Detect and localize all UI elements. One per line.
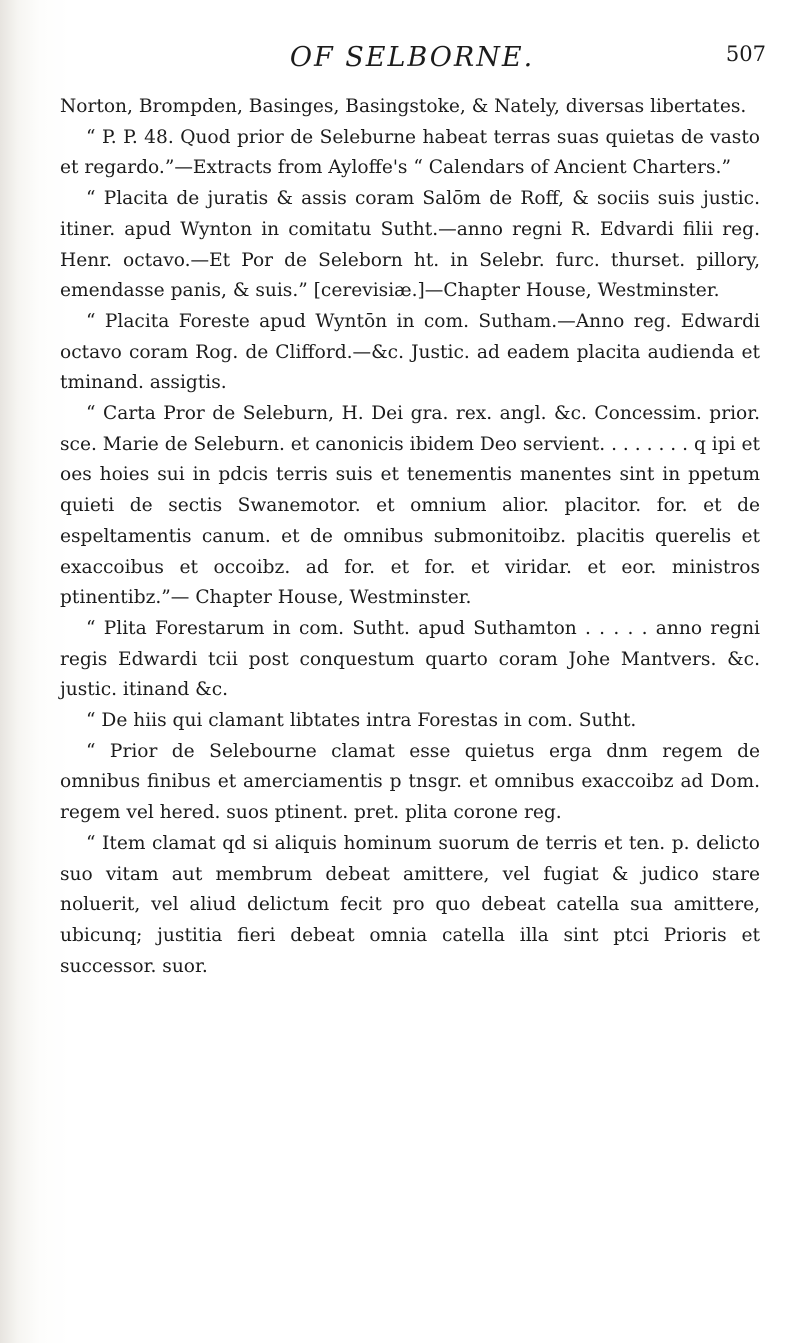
paragraph-6: “ Plita Forestarum in com. Sutht. apud Suthamton . . . . . anno regni regis Edwardi tcii post conquestum quarto coram Johe Mantvers. &c. justic. itinand &c. xyxy=(60,617,760,701)
page-body xyxy=(60,92,760,982)
paragraph-8: “ Prior de Selebourne clamat esse quietus erga dnm regem de omnibus finibus et amerciamentis p tnsgr. et omnibus exaccoibz ad Dom. regem vel hered. suos ptinent. pret. plita corone reg. xyxy=(60,740,760,824)
page-header xyxy=(58,42,766,82)
paragraph-9: “ Item clamat qd si aliquis hominum suorum de terris et ten. p. delicto suo vitam aut membrum debeat amittere, vel fugiat & judico stare noluerit, vel aliud delictum fecit pro quo debeat catella sua amittere, ubicunq; justitia fieri debeat omnia catella illa sint ptci Prioris et successor. suor. xyxy=(60,832,760,977)
running-head: OF SELBORNE. xyxy=(289,42,535,73)
paragraph-1: Norton, Brompden, Basinges, Basingstoke, & Nately, diversas libertates. xyxy=(60,96,747,117)
paragraph-7: “ De hiis qui clamant libtates intra Forestas in com. Sutht. xyxy=(86,710,637,732)
paragraph-4: “ Placita Foreste apud Wyntōn in com. Sutham.—Anno reg. Edwardi octavo coram Rog. de Clifford.—&c. Justic. ad eadem placita audienda et tminand. assigtis. xyxy=(60,310,760,394)
paragraph-5: “ Carta Pror de Seleburn, H. Dei gra. rex. angl. &c. Concessim. prior. sce. Marie de Seleburn. et canonicis ibidem Deo servient. . . . . . . . q ipi et oes hoies sui in pdcis terris suis et tenementis manentes sint in ppetum quieti de sectis Swanemotor. et omnium alior. placitor. for. et de espeltamentis canum. et de omnibus submonitoibz. placitis querelis et exaccoibus et occoibz. ad for. et for. et viridar. et eor. ministros ptinentibz.”— Chapter House, Westminster. xyxy=(60,403,760,609)
paragraph-3: “ Placita de juratis & assis coram Salōm de Roff, & sociis suis justic. itiner. apud Wynton in comitatu Sutht.—anno regni R. Edvardi filii reg. Henr. octavo.—Et Por de Seleborn ht. in Selebr. furc. thurset. pillory, emendasse panis, & suis.” [cerevisiæ.]—Chapter House, Westminster. xyxy=(60,188,760,302)
page-number: 507 xyxy=(725,42,766,66)
paragraph-2: “ P. P. 48. Quod prior de Seleburne habeat terras suas quietas de vasto et regardo.”—Extracts from Ayloffe's “ Calendars of Ancient Charters.” xyxy=(60,126,760,179)
